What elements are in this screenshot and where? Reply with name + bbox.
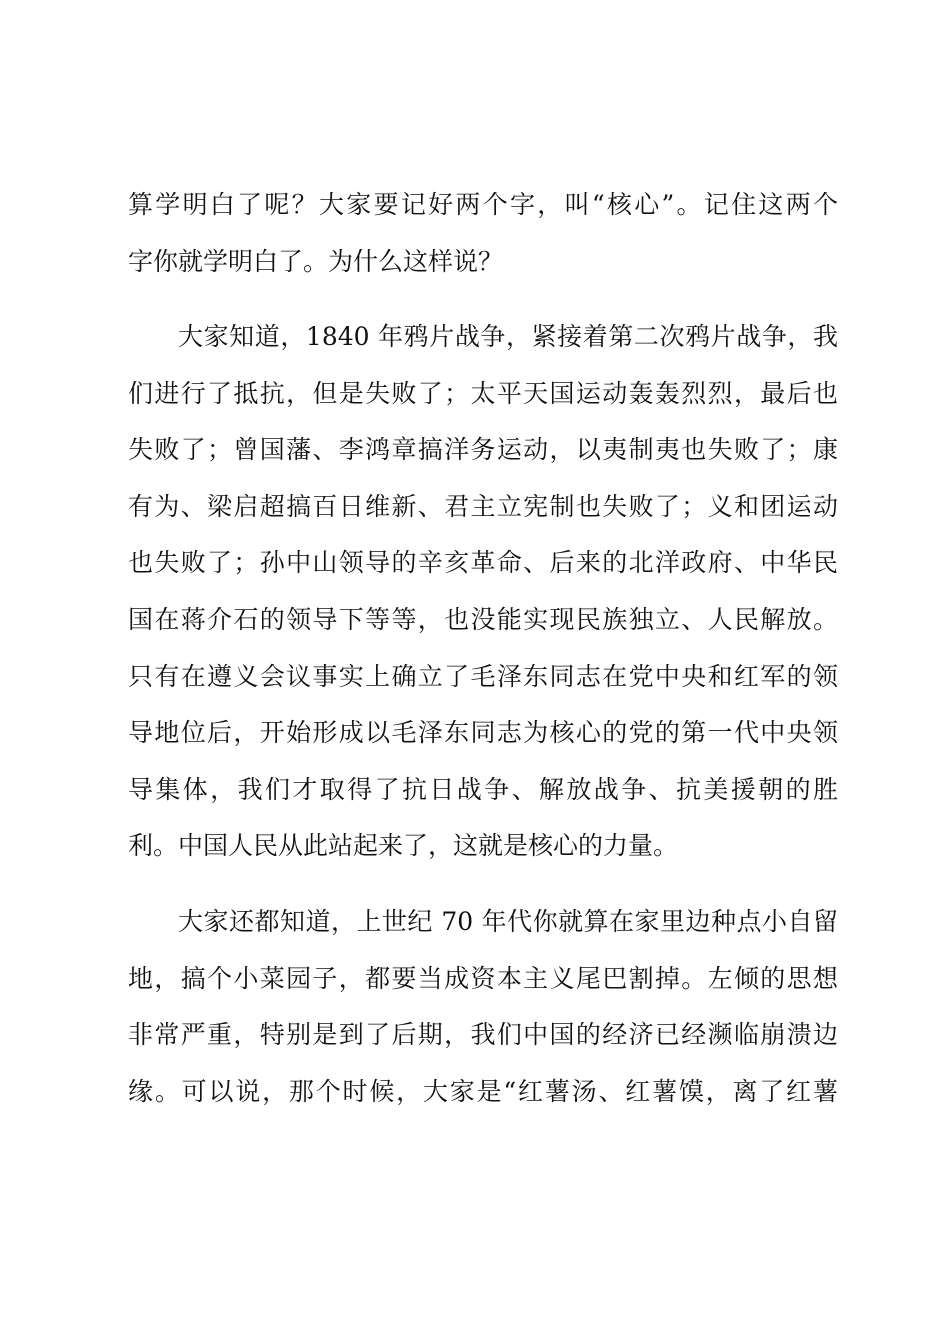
paragraph-line: 失败了；曾国藩、李鸿章搞洋务运动，以夷制夷也失败了；康 xyxy=(128,435,838,465)
paragraph-line: 地，搞个小菜园子，都要当成资本主义尾巴割掉。左倾的思想 xyxy=(128,963,838,993)
paragraph-3 xyxy=(128,894,838,1120)
paragraph-line: 缘。可以说，那个时候，大家是“红薯汤、红薯馍，离了红薯 xyxy=(128,1076,838,1106)
paragraph-line: 导地位后，开始形成以毛泽东同志为核心的党的第一代中央领 xyxy=(128,718,838,748)
paragraph-line: 大家还都知道，上世纪 70 年代你就算在家里边种点小自留 xyxy=(178,907,838,936)
paragraph-line: 只有在遵义会议事实上确立了毛泽东同志在党中央和红军的领 xyxy=(128,661,838,691)
paragraph-line: 国在蒋介石的领导下等等，也没能实现民族独立、人民解放。 xyxy=(128,604,838,634)
paragraph-line: 算学明白了呢？大家要记好两个字，叫“核心”。记住这两个 xyxy=(128,190,838,219)
paragraph-2 xyxy=(128,309,838,875)
paragraph-line: 导集体，我们才取得了抗日战争、解放战争、抗美援朝的胜 xyxy=(128,774,838,804)
paragraph-line: 也失败了；孙中山领导的辛亥革命、后来的北洋政府、中华民 xyxy=(128,548,838,578)
paragraph-line: 们进行了抵抗，但是失败了；太平天国运动轰轰烈烈，最后也 xyxy=(128,378,838,408)
paragraph-line: 非常严重，特别是到了后期，我们中国的经济已经濒临崩溃边 xyxy=(128,1020,838,1050)
paragraph-line: 利。中国人民从此站起来了，这就是核心的力量。 xyxy=(128,831,679,861)
paragraph-line: 有为、梁启超搞百日维新、君主立宪制也失败了；义和团运动 xyxy=(128,491,838,521)
paragraph-line: 大家知道，1840 年鸦片战争，紧接着第二次鸦片战争，我 xyxy=(178,322,838,351)
paragraph-line: 字你就学明白了。为什么这样说？ xyxy=(128,246,504,276)
paragraph-1 xyxy=(128,177,838,290)
